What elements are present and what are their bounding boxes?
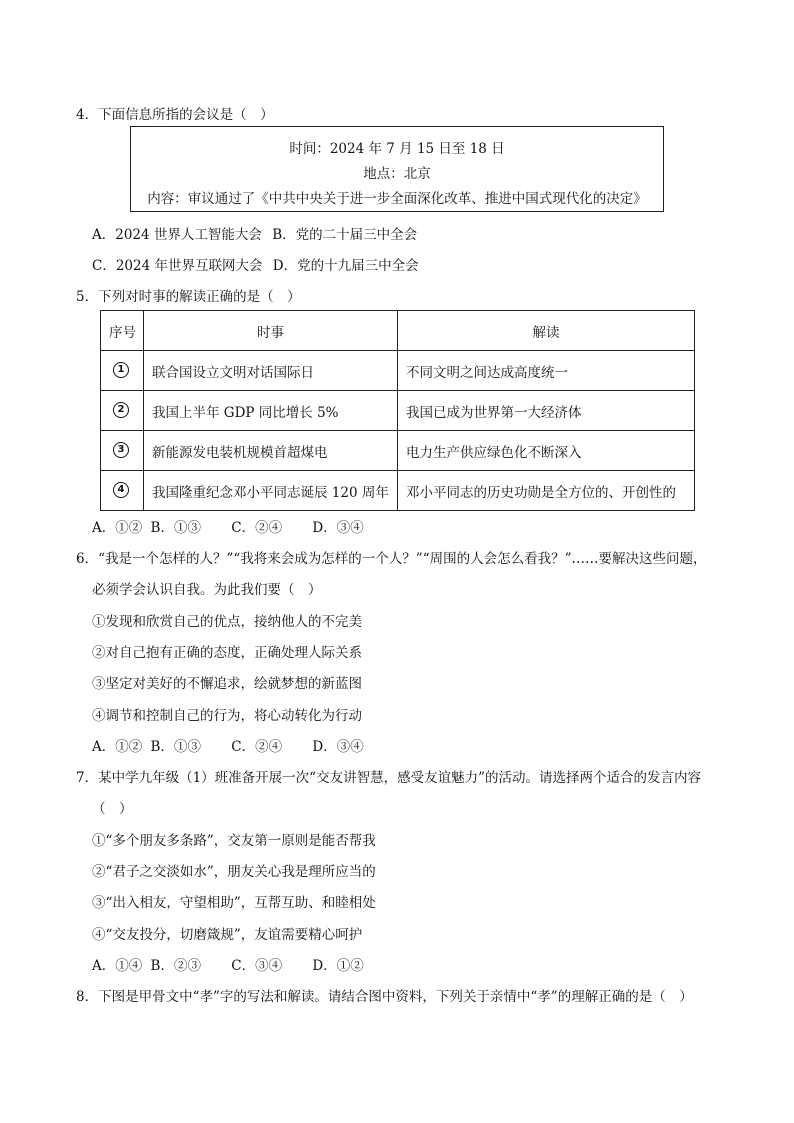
q6-item-2: ②对自己抱有正确的态度，正确处理人际关系 (92, 645, 362, 661)
q7-option-a[interactable]: A．①④ (92, 958, 143, 974)
q5-option-a[interactable]: A．①② (92, 520, 143, 536)
q4-option-a[interactable]: A．2024 世界人工智能大会 (92, 227, 262, 243)
row-event: 联合国设立文明对话国际日 (144, 351, 398, 391)
row-event: 我国隆重纪念邓小平同志诞辰 120 周年 (144, 471, 398, 511)
q6-option-c[interactable]: C．②④ (231, 739, 283, 755)
header-event: 时事 (144, 311, 398, 351)
table-row (101, 471, 695, 511)
table-row (101, 351, 695, 391)
q5-events-table (100, 310, 695, 511)
q7-item-4: ④“交友投分，切磨箴规”，友谊需要精心呵护 (92, 927, 363, 943)
q6-item-4: ④调节和控制自己的行为，将心动转化为行动 (92, 708, 362, 724)
row-reading: 邓小平同志的历史功勋是全方位的、开创性的 (398, 471, 695, 511)
q7-item-3: ③“出入相友，守望相助”，互帮互助、和睦相处 (92, 895, 376, 911)
q4-info-time: 时间：2024 年 7 月 15 日至 18 日 (289, 141, 505, 157)
q5-options (92, 516, 364, 536)
q4-options-row2 (92, 254, 419, 274)
row-number: 4 (101, 471, 144, 511)
q4-options-row1 (92, 223, 417, 243)
row-number: 2 (101, 391, 144, 431)
q6-option-d[interactable]: D．③④ (312, 739, 364, 755)
row-event: 新能源发电装机规模首超煤电 (144, 431, 398, 471)
row-reading: 我国已成为世界第一大经济体 (398, 391, 695, 431)
q8-stem: 8．下图是甲骨文中“孝”字的写法和解读。请结合图中资料，下列关于亲情中“孝”的理解正确的是（ ） (76, 989, 693, 1005)
row-event: 我国上半年 GDP 同比增长 5% (144, 391, 398, 431)
row-reading: 不同文明之间达成高度统一 (398, 351, 695, 391)
header-number: 序号 (101, 311, 144, 351)
q5-option-c[interactable]: C．②④ (231, 520, 283, 536)
q7-item-2: ②“君子之交淡如水”，朋友关心我是理所应当的 (92, 864, 376, 880)
q4-stem: 4．下面信息所指的会议是（ ） (76, 107, 274, 123)
q4-option-b[interactable]: B．党的二十届三中全会 (272, 227, 418, 243)
q6-stem-line1: 6．“我是一个怎样的人？”“我将来会成为怎样的一个人？”“周围的人会怎么看我？”……要解决这些问题， (76, 551, 707, 567)
q4-info-place: 地点：北京 (363, 166, 431, 182)
q7-stem-line1: 7．某中学九年级（1）班准备开展一次“交友讲智慧，感受友谊魅力”的活动。请选择两个适合的发言内容 (76, 770, 701, 786)
q7-option-d[interactable]: D．①② (312, 958, 364, 974)
q5-option-d[interactable]: D．③④ (312, 520, 364, 536)
q6-options (92, 735, 364, 755)
table-row (101, 431, 695, 471)
q7-option-b[interactable]: B．②③ (150, 958, 201, 974)
table-row (101, 391, 695, 431)
q5-stem: 5．下列对时事的解读正确的是（ ） (76, 289, 301, 305)
q5-option-b[interactable]: B．①③ (150, 520, 201, 536)
q4-option-c[interactable]: C．2024 年世界互联网大会 (92, 258, 263, 274)
q4-info-content: 内容：审议通过了《中共中央关于进一步全面深化改革、推进中国式现代化的决定》 (147, 191, 647, 207)
q7-option-c[interactable]: C．③④ (231, 958, 283, 974)
header-reading: 解读 (398, 311, 695, 351)
q7-item-1: ①“多个朋友多条路”，交友第一原则是能否帮我 (92, 833, 376, 849)
q6-stem-line2: 必须学会认识自我。为此我们要（ ） (92, 582, 322, 598)
table-header-row (101, 311, 695, 351)
q6-item-1: ①发现和欣赏自己的优点，接纳他人的不完美 (92, 614, 362, 630)
q4-option-d[interactable]: D．党的十九届三中全会 (272, 258, 419, 274)
row-number: 3 (101, 431, 144, 471)
q6-item-3: ③坚定对美好的不懈追求，绘就梦想的新蓝图 (92, 676, 362, 692)
q7-options (92, 954, 364, 974)
q6-option-a[interactable]: A．①② (92, 739, 143, 755)
row-number: 1 (101, 351, 144, 391)
q7-stem-line2: （ ） (92, 801, 133, 817)
q4-info-box (130, 126, 664, 212)
row-reading: 电力生产供应绿色化不断深入 (398, 431, 695, 471)
q6-option-b[interactable]: B．①③ (150, 739, 201, 755)
